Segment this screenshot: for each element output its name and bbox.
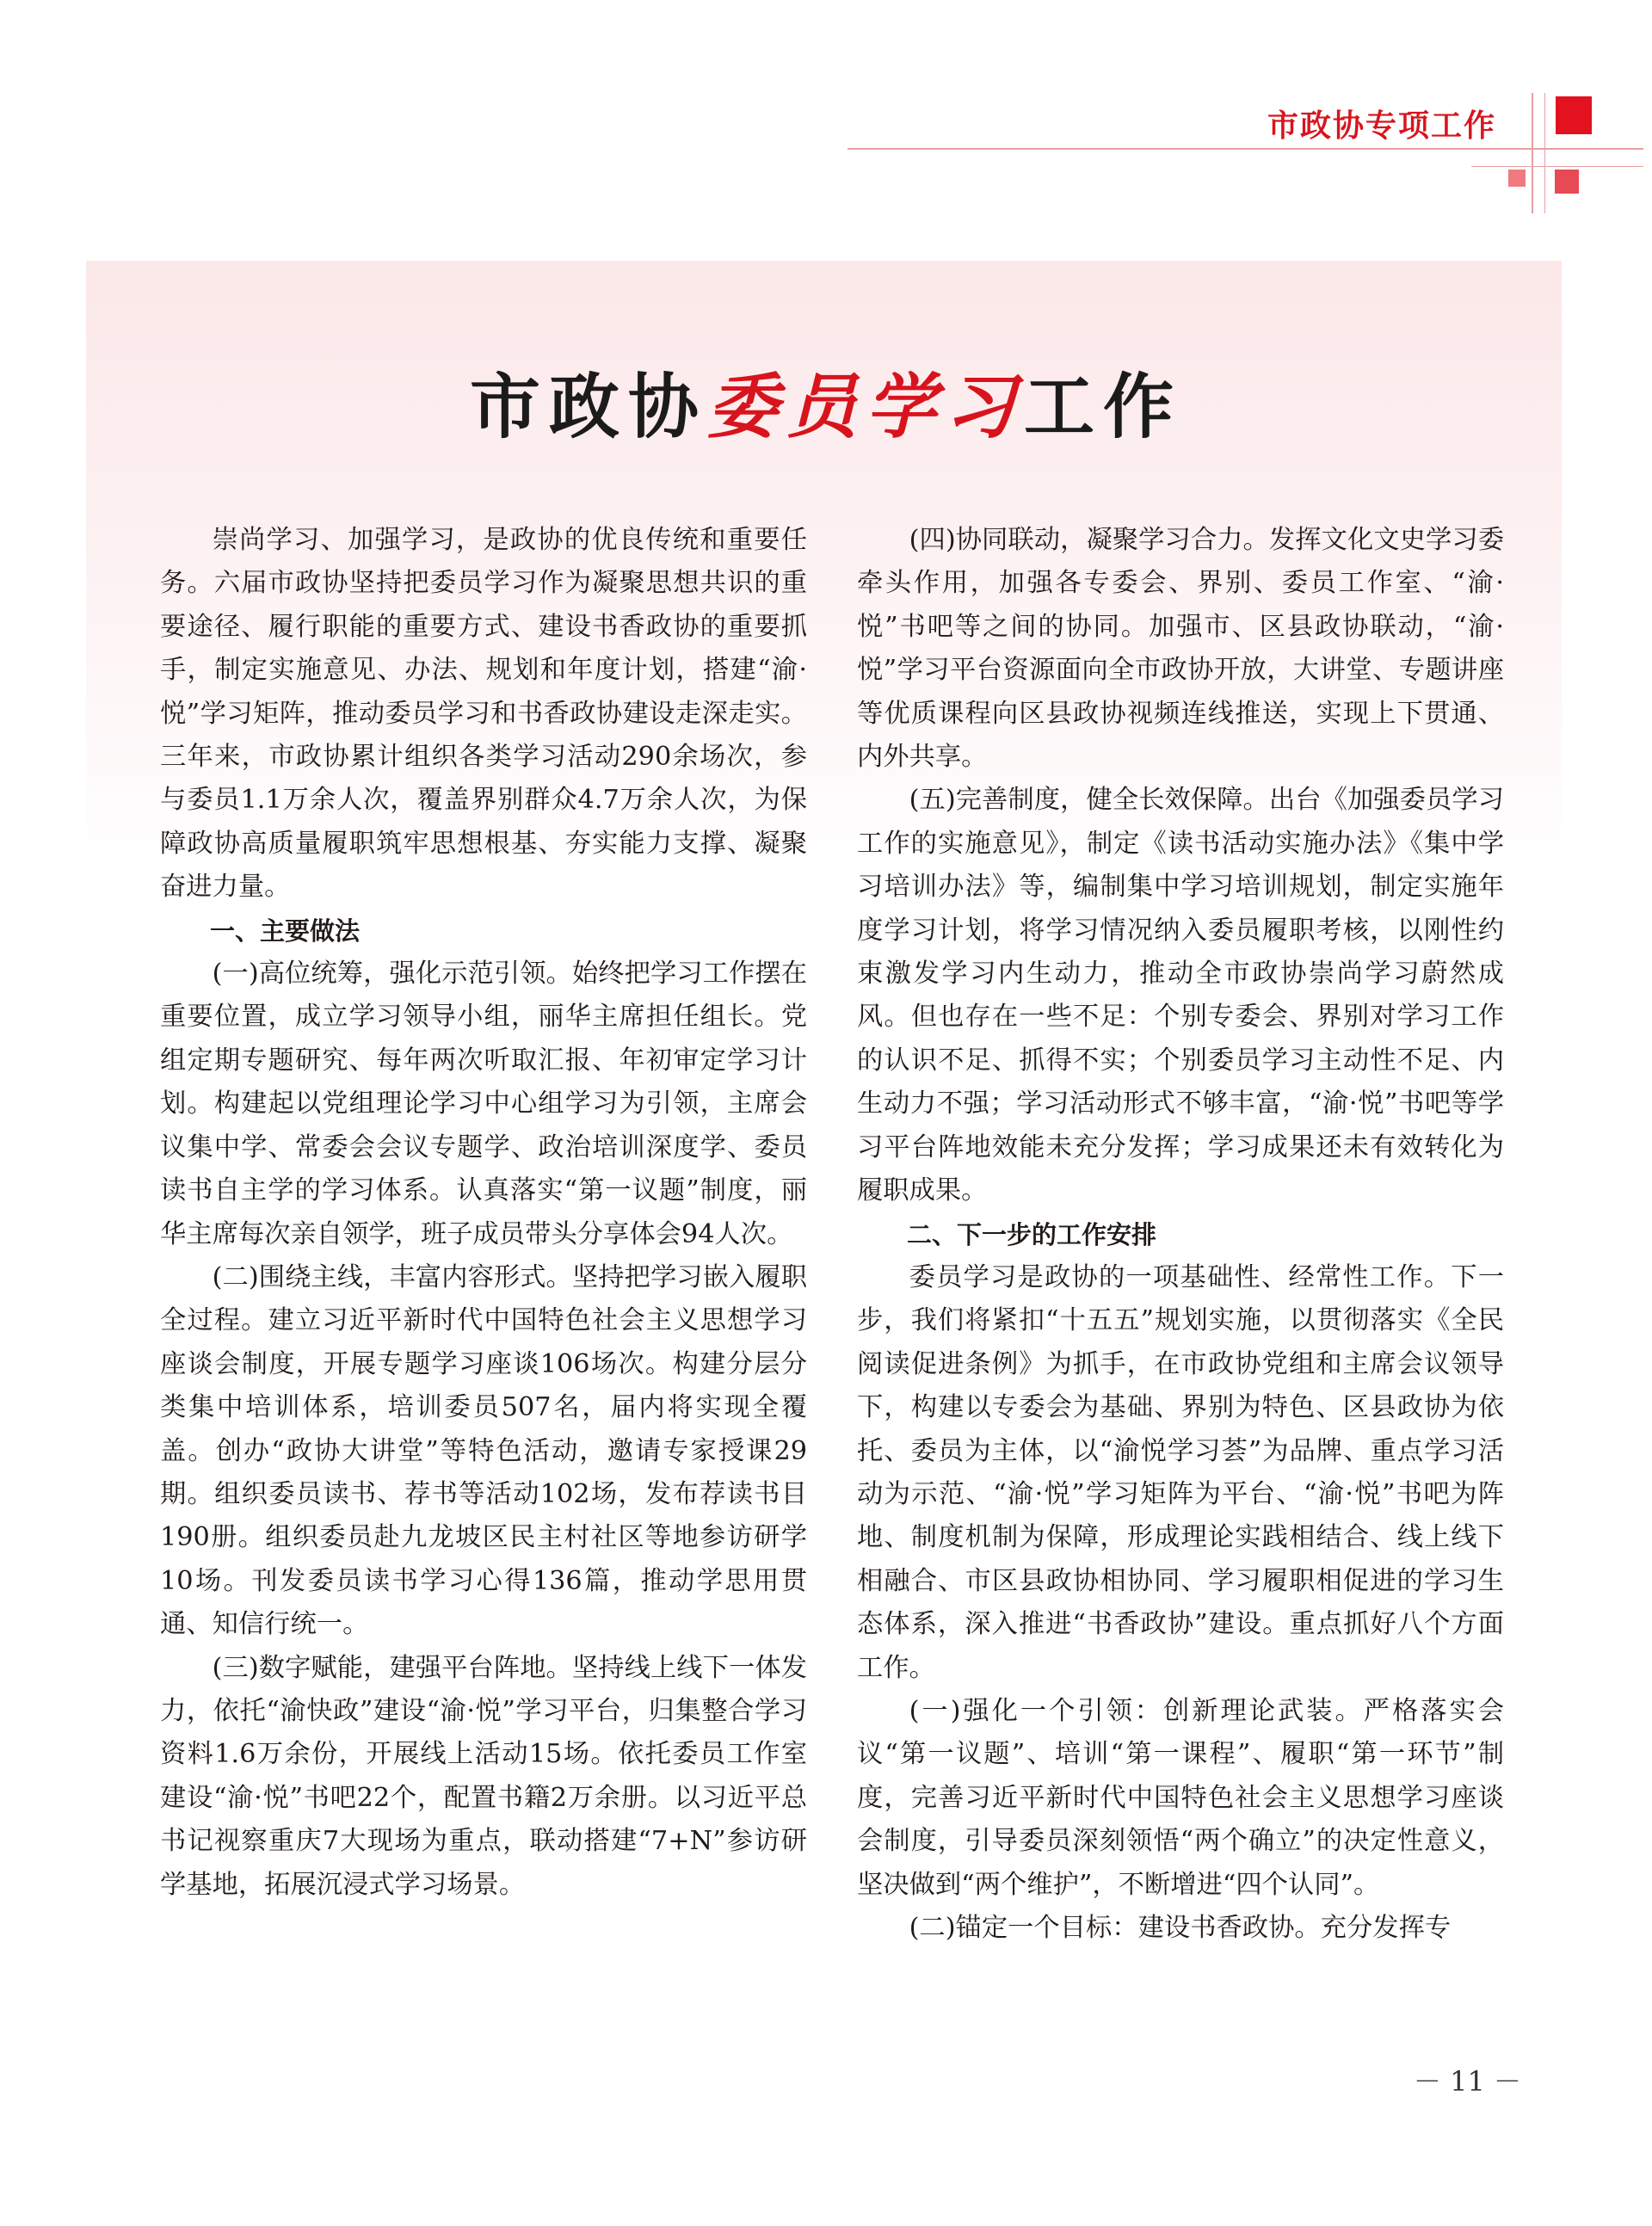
paragraph: (三)数字赋能，建强平台阵地。坚持线上线下一体发力，依托“渝快政”建设“渝·悦”学习平台，归集整合学习资料1.6万余份，开展线上活动15场。依托委员工作室建设“渝·悦”书吧22个，配置书籍2万余册。以习近平总书记视察重庆7大现场为重点，联动搭建“7+N”参访研学基地，拓展沉浸式学习场景。 xyxy=(160,1652,807,1900)
paragraph: 崇尚学习、加强学习，是政协的优良传统和重要任务。六届市政协坚持把委员学习作为凝聚思想共识的重要途径、履行职能的重要方式、建设书香政协的重要抓手，制定实施意见、办法、规划和年度计划，搭建“渝·悦”学习矩阵，推动委员学习和书香政协建设走深走实。三年来，市政协累计组织各类学习活动290余场次，参与委员1.1万余人次，覆盖界别群众4.7万余人次，为保障政协高质量履职筑牢思想根基、夯实能力支撑、凝聚奋进力量。 xyxy=(160,525,807,903)
title-suffix: 工作 xyxy=(1024,367,1183,448)
decorative-red-square xyxy=(1556,96,1592,134)
article-title xyxy=(0,351,1652,452)
header-rule-secondary xyxy=(1471,166,1643,167)
paragraph: (二)围绕主线，丰富内容形式。坚持把学习嵌入履职全过程。建立习近平新时代中国特色社会主义思想学习座谈会制度，开展专题学习座谈106场次。构建分层分类集中培训体系，培训委员507名，届内将实现全覆盖。创办“政协大讲堂”等特色活动，邀请专家授课29期。组织委员读书、荐书等活动102场，发布荐读书目190册。组织委员赴九龙坡区民主村社区等地参访研学10场。刊发委员读书学习心得136篇，推动学思用贯通、知信行统一。 xyxy=(160,1261,807,1640)
header-vertical-rule xyxy=(1532,93,1533,213)
section-label: 市政协专项工作 xyxy=(1267,108,1496,144)
header-rule xyxy=(848,148,1643,150)
paragraph: (五)完善制度，健全长效保障。出台《加强委员学习工作的实施意见》，制定《读书活动实施办法》《集中学习培训办法》等，编制集中学习培训规划，制定实施年度学习计划，将学习情况纳入委员履职考核，以刚性约束激发学习内生动力，推动全市政协崇尚学习蔚然成风。但也存在一些不足：个别专委会、界别对学习工作的认识不足、抓得不实；个别委员学习主动性不足、内生动力不强；学习活动形式不够丰富，“渝·悦”书吧等学习平台阵地效能未充分发挥；学习成果还未有效转化为履职成果。 xyxy=(857,785,1504,1206)
section-heading: 一、主要做法 xyxy=(210,916,361,946)
header-vertical-rule-secondary xyxy=(1544,93,1545,213)
title-prefix: 市政协 xyxy=(469,367,707,448)
decorative-pink-square-small xyxy=(1508,170,1526,187)
title-highlight: 委员学习 xyxy=(707,366,1024,448)
right-column xyxy=(857,519,1504,1950)
section-heading: 二、下一步的工作安排 xyxy=(907,1219,1157,1249)
decorative-pink-square xyxy=(1555,170,1579,194)
paragraph: (一)高位统筹，强化示范引领。始终把学习工作摆在重要位置，成立学习领导小组，丽华主席担任组长。党组定期专题研究、每年两次听取汇报、年初审定学习计划。构建起以党组理论学习中心组学习为引领，主席会议集中学、常委会会议专题学、政治培训深度学、委员读书自主学的学习体系。认真落实“第一议题”制度，丽华主席每次亲自领学，班子成员带头分享体会94人次。 xyxy=(160,959,807,1249)
left-column xyxy=(160,519,807,1907)
paragraph: 委员学习是政协的一项基础性、经常性工作。下一步，我们将紧扣“十五五”规划实施，以贯彻落实《全民阅读促进条例》为抓手，在市政协党组和主席会议领导下，构建以专委会为基础、界别为特色、区县政协为依托、委员为主体，以“渝悦学习荟”为品牌、重点学习活动为示范、“渝·悦”学习矩阵为平台、“渝·悦”书吧为阵地、制度机制为保障，形成理论实践相结合、线上线下相融合、市区县政协相协同、学习履职相促进的学习生态体系，深入推进“书香政协”建设。重点抓好八个方面工作。 xyxy=(857,1261,1504,1683)
paragraph: (二)锚定一个目标：建设书香政协。充分发挥专 xyxy=(909,1913,1452,1943)
paragraph: (四)协同联动，凝聚学习合力。发挥文化文史学习委牵头作用，加强各专委会、界别、委员工作室、“渝·悦”书吧等之间的协同。加强市、区县政协联动，“渝·悦”学习平台资源面向全市政协开放，大讲堂、专题讲座等优质课程向区县政协视频连线推送，实现上下贯通、内外共享。 xyxy=(857,525,1504,773)
paragraph: (一)强化一个引领：创新理论武装。严格落实会议“第一议题”、培训“第一课程”、履职“第一环节”制度，完善习近平新时代中国特色社会主义思想学习座谈会制度，引导委员深刻领悟“两个确立”的决定性意义，坚决做到“两个维护”，不断增进“四个认同”。 xyxy=(857,1695,1504,1900)
page-number: － 11 － xyxy=(1413,2065,1521,2098)
